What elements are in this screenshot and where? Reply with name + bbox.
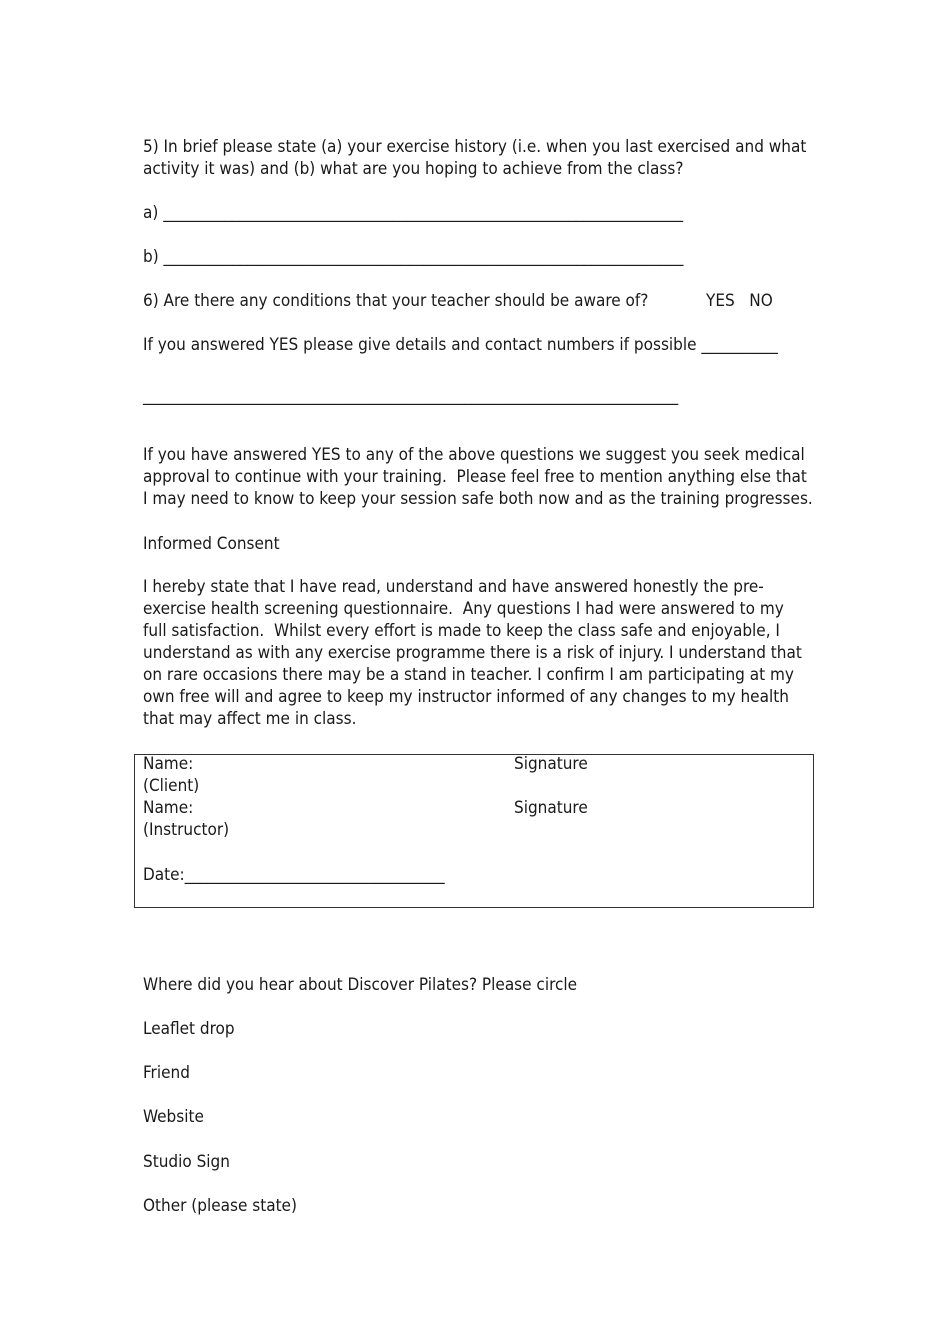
q6-details-prompt[interactable]: If you answered YES please give details and contact numbers if possible __________ bbox=[143, 335, 778, 355]
advice-line-3: I may need to know to keep your session safe both now and as the training progresses. bbox=[143, 489, 813, 509]
q6-details-line[interactable]: ______________________________________________________________________ bbox=[143, 386, 679, 406]
referral-option-website[interactable]: Website bbox=[143, 1107, 204, 1127]
client-role-label: (Client) bbox=[143, 776, 200, 796]
q5-text-line-1: 5) In brief please state (a) your exercise history (i.e. when you last exercised and what bbox=[143, 137, 807, 157]
q5-answer-b-field[interactable]: b) ____________________________________________________________________ bbox=[143, 247, 684, 267]
consent-line: on rare occasions there may be a stand in teacher. I confirm I am participating at my bbox=[143, 665, 794, 685]
consent-heading: Informed Consent bbox=[143, 534, 280, 554]
advice-line-2: approval to continue with your training. Please feel free to mention anything else that bbox=[143, 467, 807, 487]
referral-option-studio-sign[interactable]: Studio Sign bbox=[143, 1152, 230, 1172]
consent-line: that may affect me in class. bbox=[143, 709, 357, 729]
referral-option-friend[interactable]: Friend bbox=[143, 1063, 190, 1083]
instructor-role-label: (Instructor) bbox=[143, 820, 230, 840]
consent-line: I hereby state that I have read, understand and have answered honestly the pre- bbox=[143, 577, 764, 597]
instructor-name-field[interactable]: Name: bbox=[143, 798, 194, 818]
referral-question: Where did you hear about Discover Pilates? Please circle bbox=[143, 975, 578, 995]
instructor-signature-field[interactable]: Signature bbox=[514, 798, 588, 818]
client-name-field[interactable]: Name: bbox=[143, 754, 194, 774]
advice-line-1: If you have answered YES to any of the above questions we suggest you seek medical bbox=[143, 445, 805, 465]
q5-text-line-2: activity it was) and (b) what are you hoping to achieve from the class? bbox=[143, 159, 684, 179]
referral-option-leaflet-drop[interactable]: Leaflet drop bbox=[143, 1019, 235, 1039]
q6-yes-no-options[interactable]: YES NO bbox=[706, 291, 773, 311]
consent-line: understand as with any exercise programme there is a risk of injury. I understand that bbox=[143, 643, 802, 663]
client-signature-field[interactable]: Signature bbox=[514, 754, 588, 774]
referral-option-other[interactable]: Other (please state) bbox=[143, 1196, 297, 1216]
consent-line: full satisfaction. Whilst every effort is made to keep the class safe and enjoyable, I bbox=[143, 621, 780, 641]
q6-question: 6) Are there any conditions that your teacher should be aware of? bbox=[143, 291, 649, 311]
consent-line: own free will and agree to keep my instructor informed of any changes to my health bbox=[143, 687, 789, 707]
consent-line: exercise health screening questionnaire. Any questions I had were answered to my bbox=[143, 599, 784, 619]
q5-answer-a-field[interactable]: a) ____________________________________________________________________ bbox=[143, 203, 684, 223]
date-field[interactable]: Date:__________________________________ bbox=[143, 865, 445, 885]
